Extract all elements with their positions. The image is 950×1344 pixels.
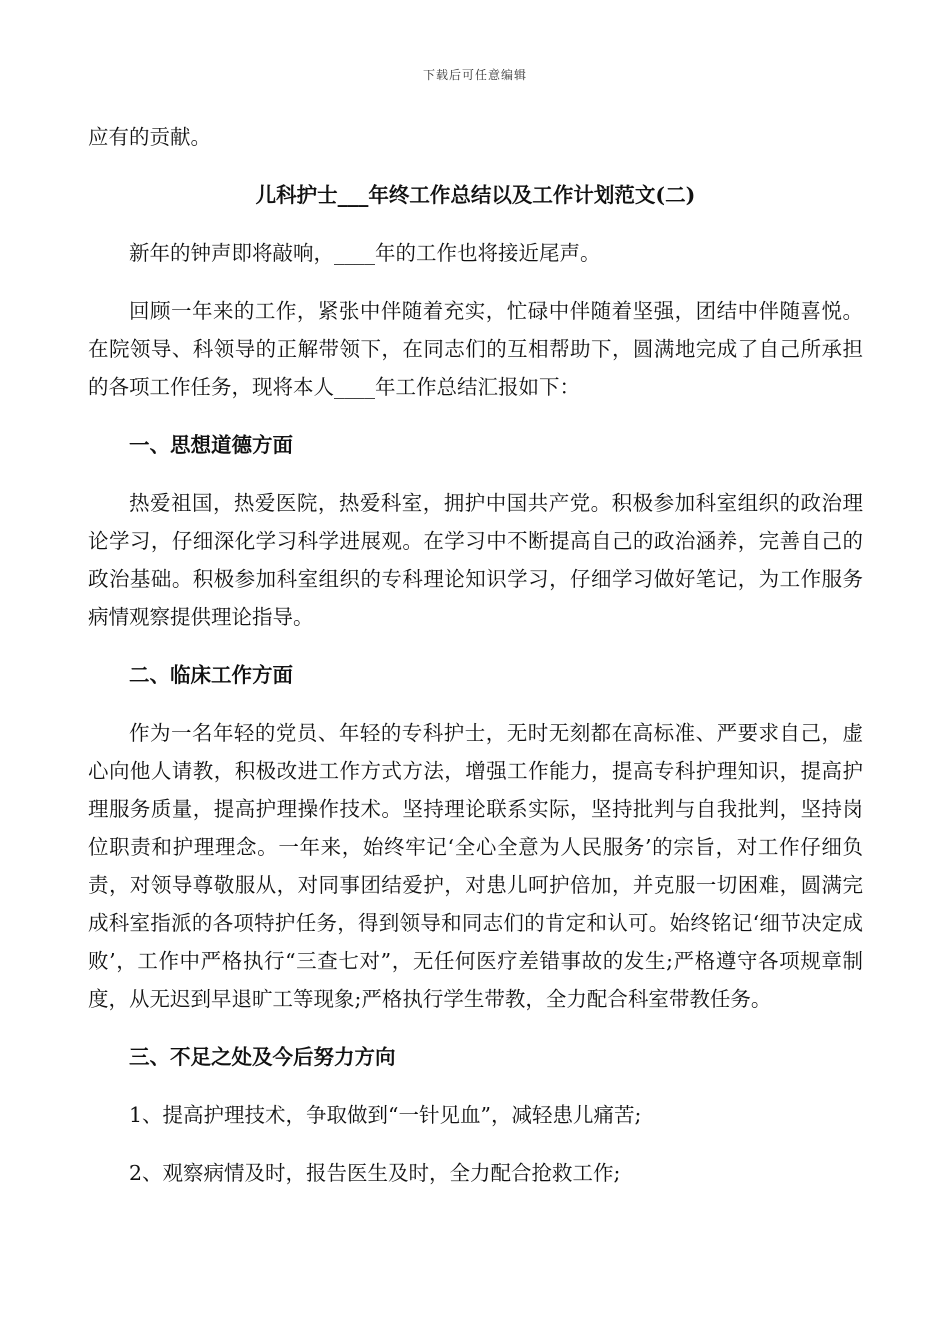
- section-body-1: 热爱祖国，热爱医院，热爱科室，拥护中国共产党。积极参加科室组织的政治理论学习，仔细深化学习科学进展观。在学习中不断提高自己的政治涵养，完善自己的政治基础。积极参加科室组织的专科理论知识学习，仔细学习做好笔记，为工作服务病情观察提供理论指导。: [88, 491, 863, 629]
- intro-tail: 应有的贡献。: [88, 125, 211, 149]
- paragraph-review: 回顾一年来的工作，紧张中伴随着充实，忙碌中伴随着坚强，团结中伴随喜悦。在院领导、科领导的正解带领下，在同志们的互相帮助下，圆满地完成了自己所承担的各项工作任务，现将本人____年工作总结汇报如下：: [88, 299, 863, 399]
- section-body-2: 作为一名年轻的党员、年轻的专科护士，无时无刻都在高标准、严要求自己，虚心向他人请教，积极改进工作方式方法，增强工作能力，提高专科护理知识，提高护理服务质量，提高护理操作技术。坚持理论联系实际，坚持批判与自我批判，坚持岗位职责和护理理念。一年来，始终牢记‘全心全意为人民服务’的宗旨，对工作仔细负责，对领导尊敬服从，对同事团结爱护，对患儿呵护倍加，并克服一切困难，圆满完成科室指派的各项特护任务，得到领导和同志们的肯定和认可。始终铭记‘细节决定成败’，工作中严格执行“三查七对”，无任何医疗差错事故的发生;严格遵守各项规章制度，从无迟到早退旷工等现象;严格执行学生带教，全力配合科室带教任务。: [88, 721, 863, 1011]
- document-title: 儿科护士___年终工作总结以及工作计划范文(二): [255, 183, 696, 207]
- section-heading-3: 三、不足之处及今后努力方向: [129, 1045, 396, 1069]
- section-heading-1: 一、思想道德方面: [129, 433, 293, 457]
- header-note: 下载后可任意编辑: [422, 68, 527, 82]
- section-heading-2: 二、临床工作方面: [129, 663, 293, 687]
- paragraph-opening: 新年的钟声即将敲响，____年的工作也将接近尾声。: [129, 241, 601, 265]
- list-item: 1、提高护理技术，争取做到“一针见血”，减轻患儿痛苦;: [129, 1103, 642, 1127]
- list-item: 2、观察病情及时，报告医生及时，全力配合抢救工作;: [129, 1161, 621, 1185]
- document-body: [88, 118, 863, 1192]
